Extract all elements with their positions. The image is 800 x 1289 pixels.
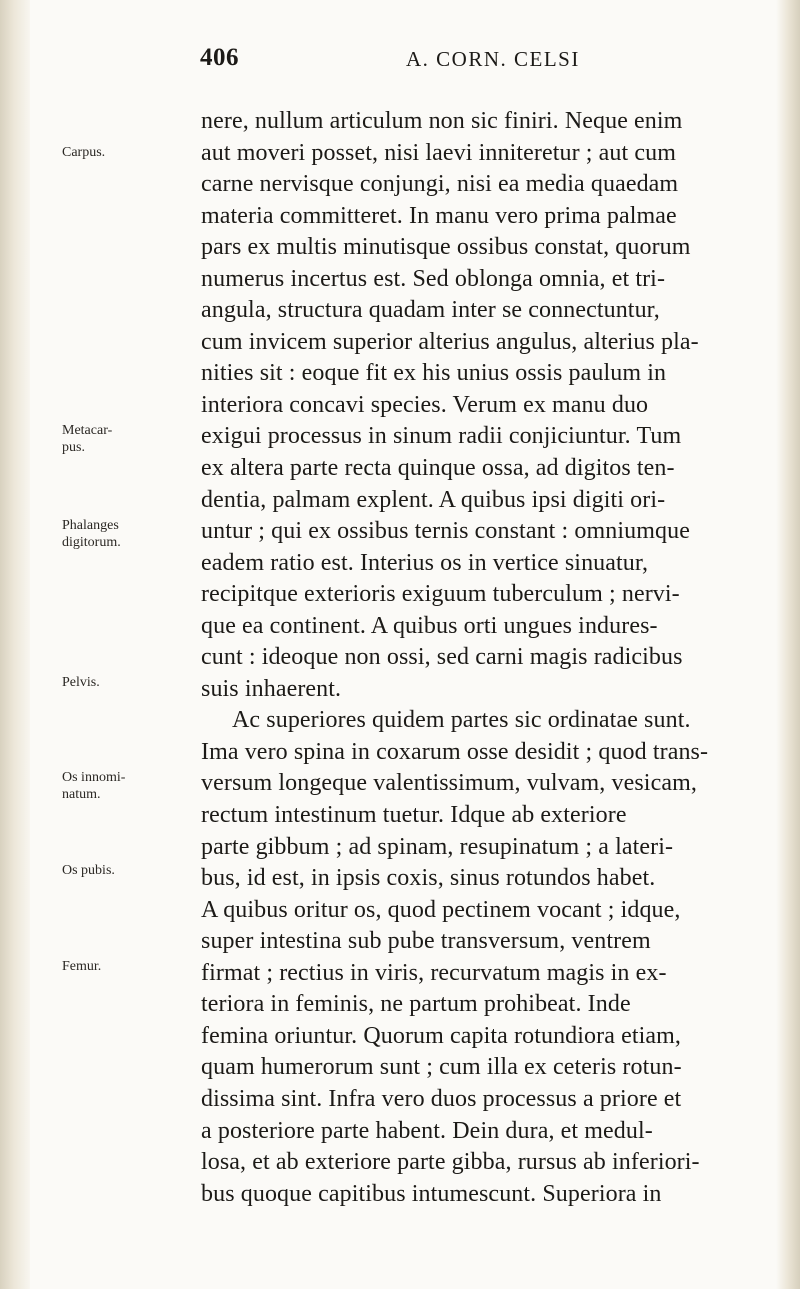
running-head: A. CORN. CELSI [406, 47, 580, 71]
text-line: cum invicem superior alterius angulus, alterius pla- [201, 328, 699, 355]
text-line: suis inhaerent. [201, 675, 342, 702]
text-line: nities sit : eoque fit ex his unius ossis paulum in [201, 360, 667, 387]
text-line: losa, et ab exteriore parte gibba, rursus ab inferiori- [201, 1149, 700, 1176]
text-line: numerus incertus est. Sed oblonga omnia, et tri- [201, 265, 666, 292]
margin-note-os-pubis: Os pubis. [62, 863, 115, 878]
text-line: Ima vero spina in coxarum osse desidit ; quod trans- [201, 738, 709, 765]
text-line: firmat ; rectius in viris, recurvatum magis in ex- [201, 959, 667, 986]
text-line: A quibus oritur os, quod pectinem vocant ; idque, [201, 896, 681, 923]
text-line: rectum intestinum tuetur. Idque ab exteriore [201, 802, 627, 829]
page-header [200, 44, 720, 84]
page-binding-edge [0, 0, 30, 1289]
text-line: materia committeret. In manu vero prima palmae [201, 202, 677, 229]
text-line: pars ex multis minutisque ossibus constat, quorum [201, 234, 691, 261]
page-number: 406 [200, 44, 239, 71]
text-line: carne nervisque conjungi, nisi ea media quaedam [201, 171, 679, 198]
margin-note-os-innominatum: Os innomi- natum. [62, 770, 126, 802]
text-line: versum longeque valentissimum, vulvam, vesicam, [201, 770, 697, 797]
text-line: teriora in feminis, ne partum prohibeat. Inde [201, 991, 631, 1018]
text-line: Ac superiores quidem partes sic ordinatae sunt. [232, 707, 691, 734]
text-line: untur ; qui ex ossibus ternis constant : omniumque [201, 518, 690, 545]
text-line: dissima sint. Infra vero duos processus a priore et [201, 1085, 682, 1112]
text-line: angula, structura quadam inter se connectuntur, [201, 297, 660, 324]
text-line: aut moveri posset, nisi laevi inniteretur ; aut cum [201, 139, 676, 166]
text-line: cunt : ideoque non ossi, sed carni magis radicibus [201, 644, 683, 671]
margin-note-metacarpus: Metacar- pus. [62, 423, 113, 455]
margin-note-pelvis: Pelvis. [62, 675, 100, 690]
text-line: bus quoque capitibus intumescunt. Superiora in [201, 1180, 662, 1207]
text-line: bus, id est, in ipsis coxis, sinus rotundos habet. [201, 865, 656, 892]
text-line: exigui processus in sinum radii conjiciuntur. Tum [201, 423, 682, 450]
margin-note-femur: Femur. [62, 959, 102, 974]
margin-note-carpus: Carpus. [62, 145, 106, 160]
text-line: ex altera parte recta quinque ossa, ad digitos ten- [201, 455, 675, 482]
text-line: parte gibbum ; ad spinam, resupinatum ; a lateri- [201, 833, 674, 860]
page-outer-edge [776, 0, 800, 1289]
text-line: eadem ratio est. Interius os in vertice sinuatur, [201, 549, 649, 576]
text-line: quam humerorum sunt ; cum illa ex ceteris rotun- [201, 1054, 682, 1081]
text-line: nere, nullum articulum non sic finiri. Neque enim [201, 108, 683, 134]
text-line: super intestina sub pube transversum, ventrem [201, 928, 651, 955]
text-line: interiora concavi species. Verum ex manu duo [201, 391, 649, 418]
text-line: recipitque exterioris exiguum tuberculum ; nervi- [201, 581, 680, 608]
body-text [201, 106, 771, 1210]
text-line: que ea continent. A quibus orti ungues indures- [201, 612, 658, 639]
text-line: femina oriuntur. Quorum capita rotundiora etiam, [201, 1022, 681, 1049]
margin-note-phalanges: Phalanges digitorum. [62, 518, 121, 550]
text-line: a posteriore parte habent. Dein dura, et medul- [201, 1117, 653, 1144]
text-line: dentia, palmam explent. A quibus ipsi digiti ori- [201, 486, 666, 513]
